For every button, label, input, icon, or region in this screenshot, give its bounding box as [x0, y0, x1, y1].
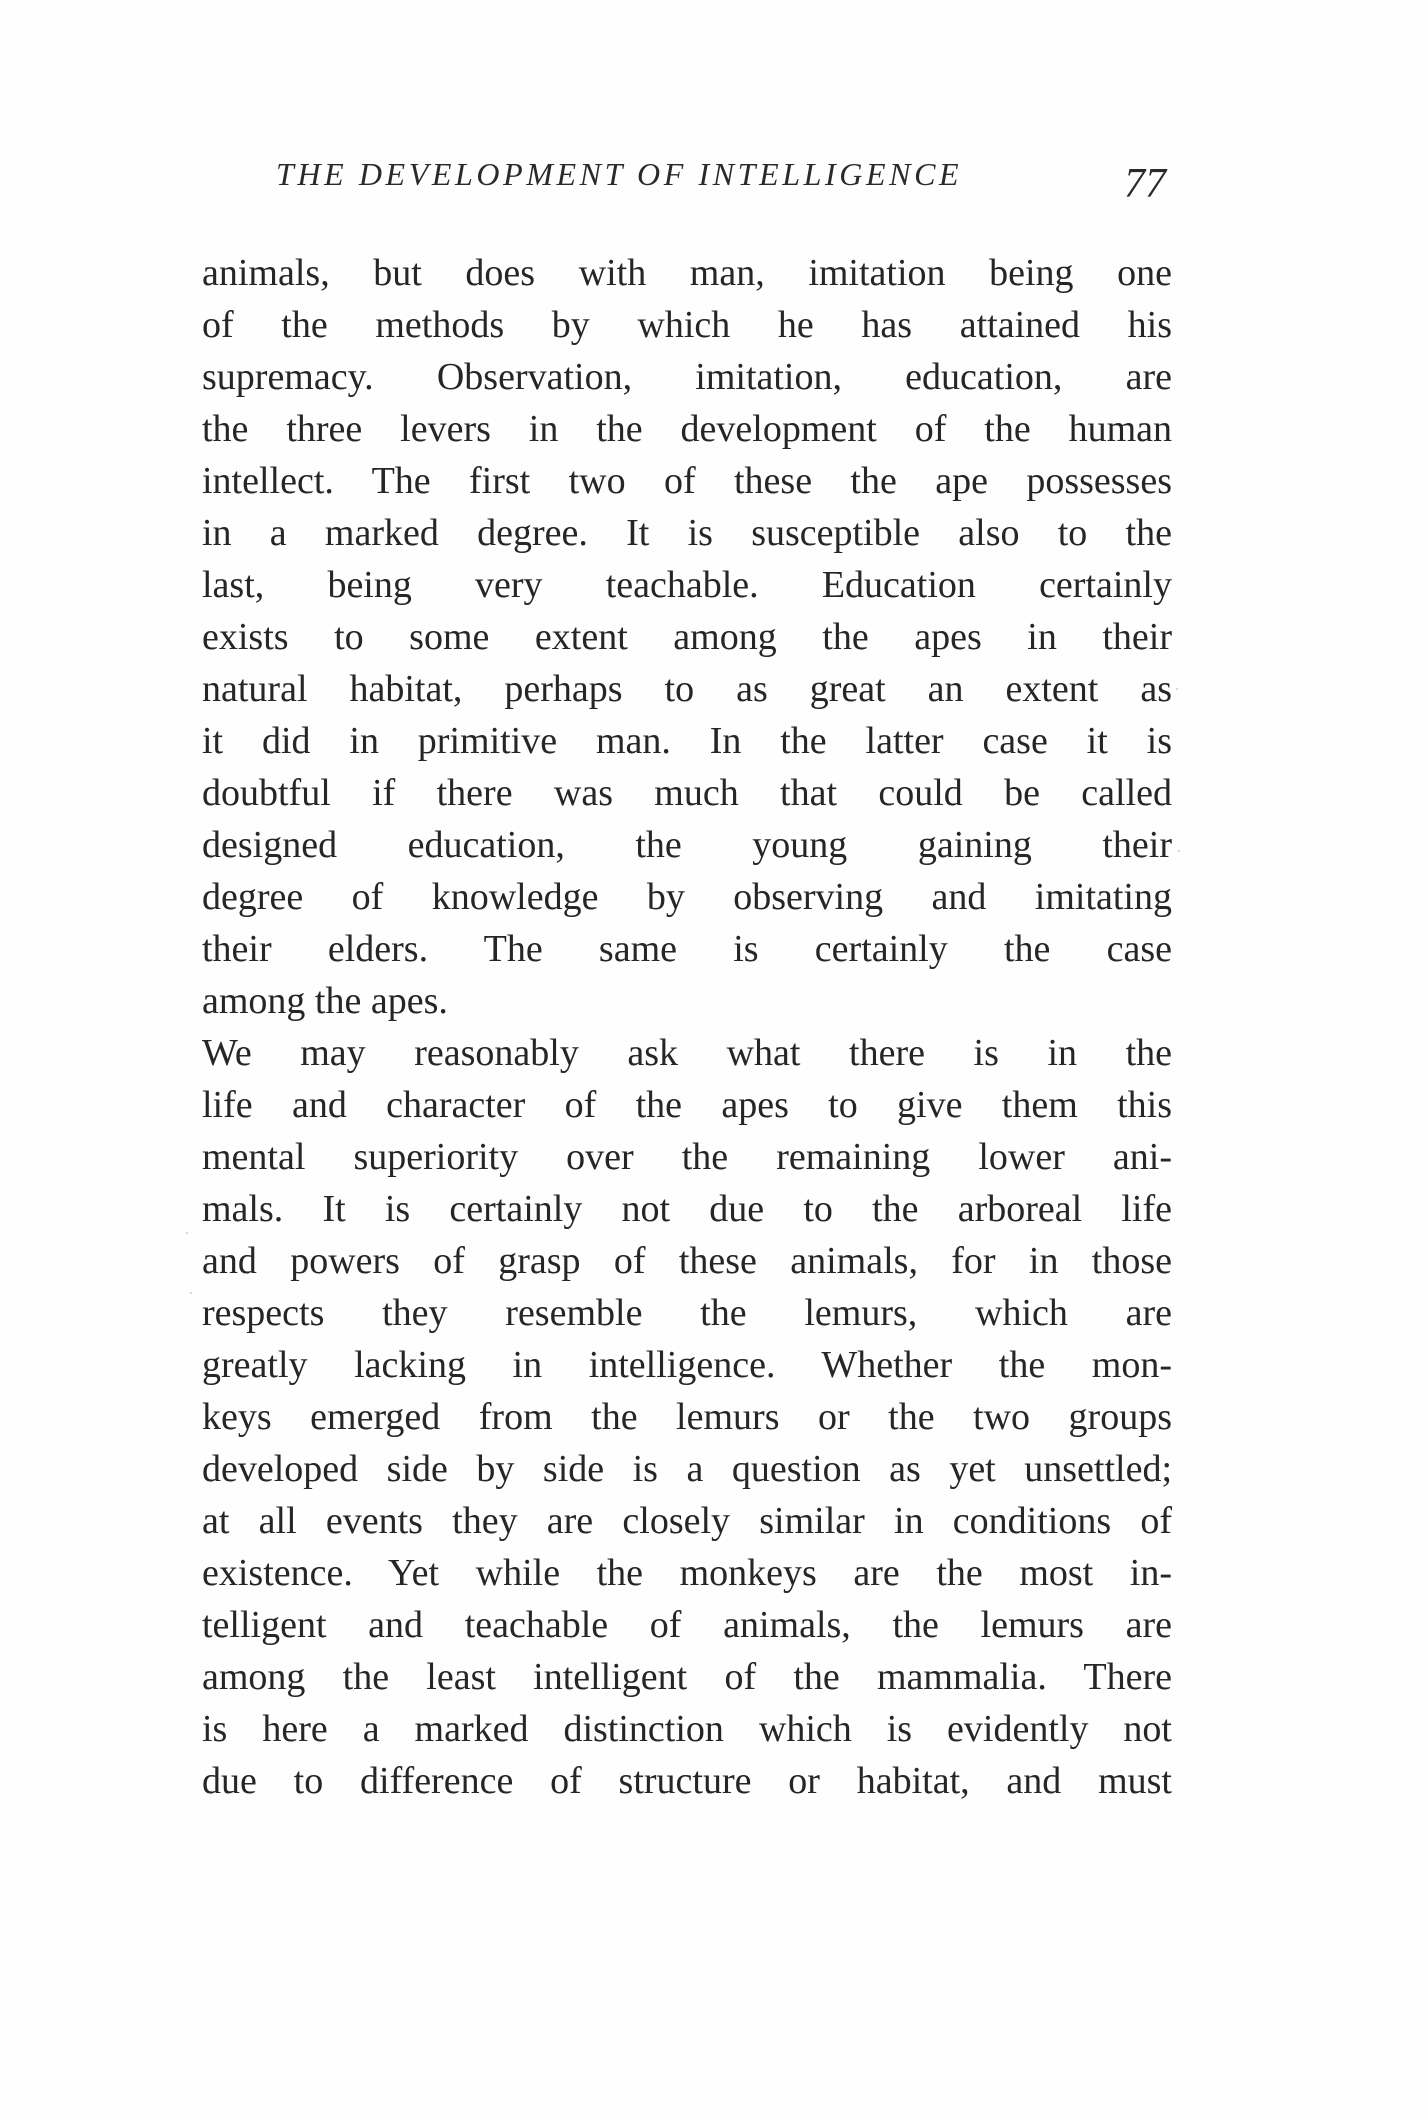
text-line: life and character of the apes to give them this [202, 1084, 1172, 1126]
text-line: doubtful if there was much that could be called [202, 772, 1172, 814]
text-line: intellect. The first two of these the ape possesses [202, 460, 1172, 502]
text-line: of the methods by which he has attained his [202, 304, 1172, 346]
text-line: animals, but does with man, imitation being one [202, 252, 1172, 294]
paper-speck [1176, 688, 1178, 690]
text-line: degree of knowledge by observing and imitating [202, 876, 1172, 918]
page-number: 77 [1124, 161, 1166, 207]
text-line: existence. Yet while the monkeys are the most in- [202, 1552, 1172, 1594]
text-line: keys emerged from the lemurs or the two groups [202, 1396, 1172, 1438]
text-line: among the apes. [202, 980, 448, 1022]
paper-speck [186, 1232, 188, 1234]
text-line: natural habitat, perhaps to as great an extent as [202, 668, 1172, 710]
text-line: designed education, the young gaining their [202, 824, 1172, 866]
text-line: their elders. The same is certainly the case [202, 928, 1172, 970]
text-line: mental superiority over the remaining lower ani- [202, 1136, 1172, 1178]
text-line: at all events they are closely similar in conditions of [202, 1500, 1172, 1542]
text-line: is here a marked distinction which is evidently not [202, 1708, 1172, 1750]
text-line: respects they resemble the lemurs, which are [202, 1292, 1172, 1334]
text-line: exists to some extent among the apes in their [202, 616, 1172, 658]
paragraph-2 [202, 1027, 1172, 1807]
text-line: the three levers in the development of the human [202, 408, 1172, 450]
text-line: mals. It is certainly not due to the arboreal life [202, 1188, 1172, 1230]
text-line: We may reasonably ask what there is in the [202, 1032, 1172, 1074]
paragraph-1 [202, 247, 1172, 1027]
text-line: and powers of grasp of these animals, for in those [202, 1240, 1172, 1282]
text-line: supremacy. Observation, imitation, education, are [202, 356, 1172, 398]
text-line: greatly lacking in intelligence. Whether the mon- [202, 1344, 1172, 1386]
text-line: due to difference of structure or habitat, and must [202, 1760, 1172, 1802]
text-line: it did in primitive man. In the latter case it is [202, 720, 1172, 762]
paper-speck [190, 1292, 192, 1294]
body-text [202, 247, 1172, 1807]
text-line: last, being very teachable. Education certainly [202, 564, 1172, 606]
text-line: developed side by side is a question as yet unsettled; [202, 1448, 1172, 1490]
running-title: THE DEVELOPMENT OF INTELLIGENCE [276, 156, 963, 192]
paper-speck [1178, 850, 1180, 852]
text-line: among the least intelligent of the mammalia. There [202, 1656, 1172, 1698]
running-head [202, 156, 1172, 212]
text-line: in a marked degree. It is susceptible also to the [202, 512, 1172, 554]
text-line: telligent and teachable of animals, the lemurs are [202, 1604, 1172, 1646]
